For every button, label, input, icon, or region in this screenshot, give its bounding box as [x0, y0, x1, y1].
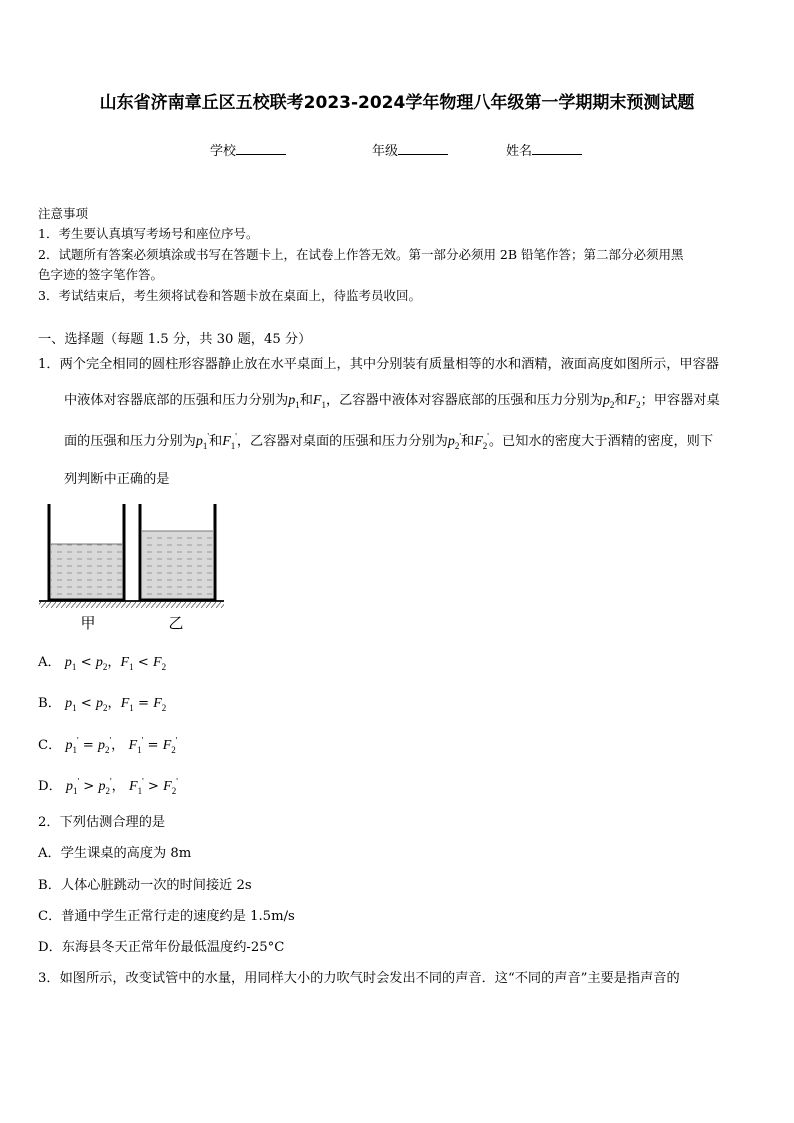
- q2-stem: 2．下列估测合理的是: [38, 815, 166, 830]
- school-blank[interactable]: [236, 142, 286, 155]
- q1-option-a[interactable]: A． $p_1 < p_2$，$F_1 < F_2$: [38, 655, 167, 672]
- q3-stem: 3．如图所示，改变试管中的水量，用同样大小的力吹气时会发出不同的声音．这“不同的声音”主要是指声音的: [38, 971, 680, 986]
- q2-option-c[interactable]: C．普通中学生正常行走的速度约是 1.5m/s: [38, 909, 295, 924]
- notice-item: 1．考生要认真填写考场号和座位序号。: [38, 226, 259, 241]
- q1-option-d[interactable]: D． $p_1' > p_2'$， $F_1' > F_2'$: [38, 776, 178, 796]
- q2-option-d[interactable]: D．东海县冬天正常年份最低温度约-25°C: [38, 940, 285, 955]
- name-field[interactable]: [506, 140, 582, 159]
- name-blank[interactable]: [532, 142, 582, 155]
- q2-option-b[interactable]: B．人体心脏跳动一次的时间接近 2s: [38, 878, 252, 893]
- school-label: 学校: [210, 144, 237, 159]
- notice-item: 3．考试结束后，考生须将试卷和答题卡放在桌面上，待监考员收回。: [38, 288, 421, 303]
- label-yi: 乙: [168, 614, 184, 632]
- var-p1: $p_1$: [288, 393, 300, 410]
- section-heading: 一、选择题（每题 1.5 分，共 30 题，45 分）: [38, 332, 312, 347]
- grade-blank[interactable]: [398, 142, 448, 155]
- q1-line: 列判断中正确的是: [64, 472, 170, 487]
- notice-item: 2．试题所有答案必须填涂或书写在答题卡上，在试卷上作答无效。第一部分必须用 2B 铅笔作答；第二部分必须用黑: [38, 247, 684, 262]
- grade-field[interactable]: [372, 140, 448, 159]
- grade-label: 年级: [372, 144, 399, 159]
- name-label: 姓名: [506, 144, 533, 159]
- label-jia: 甲: [80, 614, 96, 632]
- q1-line: 面的压强和压力分别为$p_1'$和$F_1'$，乙容器对桌面的压强和压力分别为$p_2'$和$F_2'$。已知水的密度大于酒精的密度，则下: [64, 431, 714, 451]
- containers-figure: [36, 500, 226, 635]
- school-field[interactable]: [210, 140, 286, 159]
- q1-option-b[interactable]: B． $p_1 < p_2$，$F_1 = F_2$: [38, 696, 167, 713]
- q2-option-a[interactable]: A．学生课桌的高度为 8m: [38, 846, 192, 861]
- q1-option-c[interactable]: C． $p_1' = p_2'$， $F_1' = F_2'$: [38, 735, 178, 755]
- notice-item: 色字迹的签字笔作答。: [38, 267, 164, 282]
- page-title: 山东省济南章丘区五校联考2023-2024学年物理八年级第一学期期末预测试题: [99, 93, 695, 113]
- q1-line: 中液体对容器底部的压强和压力分别为$p_1$和$F_1$，乙容器中液体对容器底部的压强和压力分别为$p_2$和$F_2$；甲容器对桌: [64, 393, 720, 410]
- var-F1: $F_1$: [312, 393, 326, 410]
- notice-heading: 注意事项: [38, 206, 89, 221]
- var-p2: $p_2$: [602, 393, 615, 410]
- q1-line: 1．两个完全相同的圆柱形容器静止放在水平桌面上，其中分别装有质量相等的水和酒精，液面高度如图所示，甲容器: [38, 357, 719, 372]
- var-F2: $F_2$: [627, 393, 641, 410]
